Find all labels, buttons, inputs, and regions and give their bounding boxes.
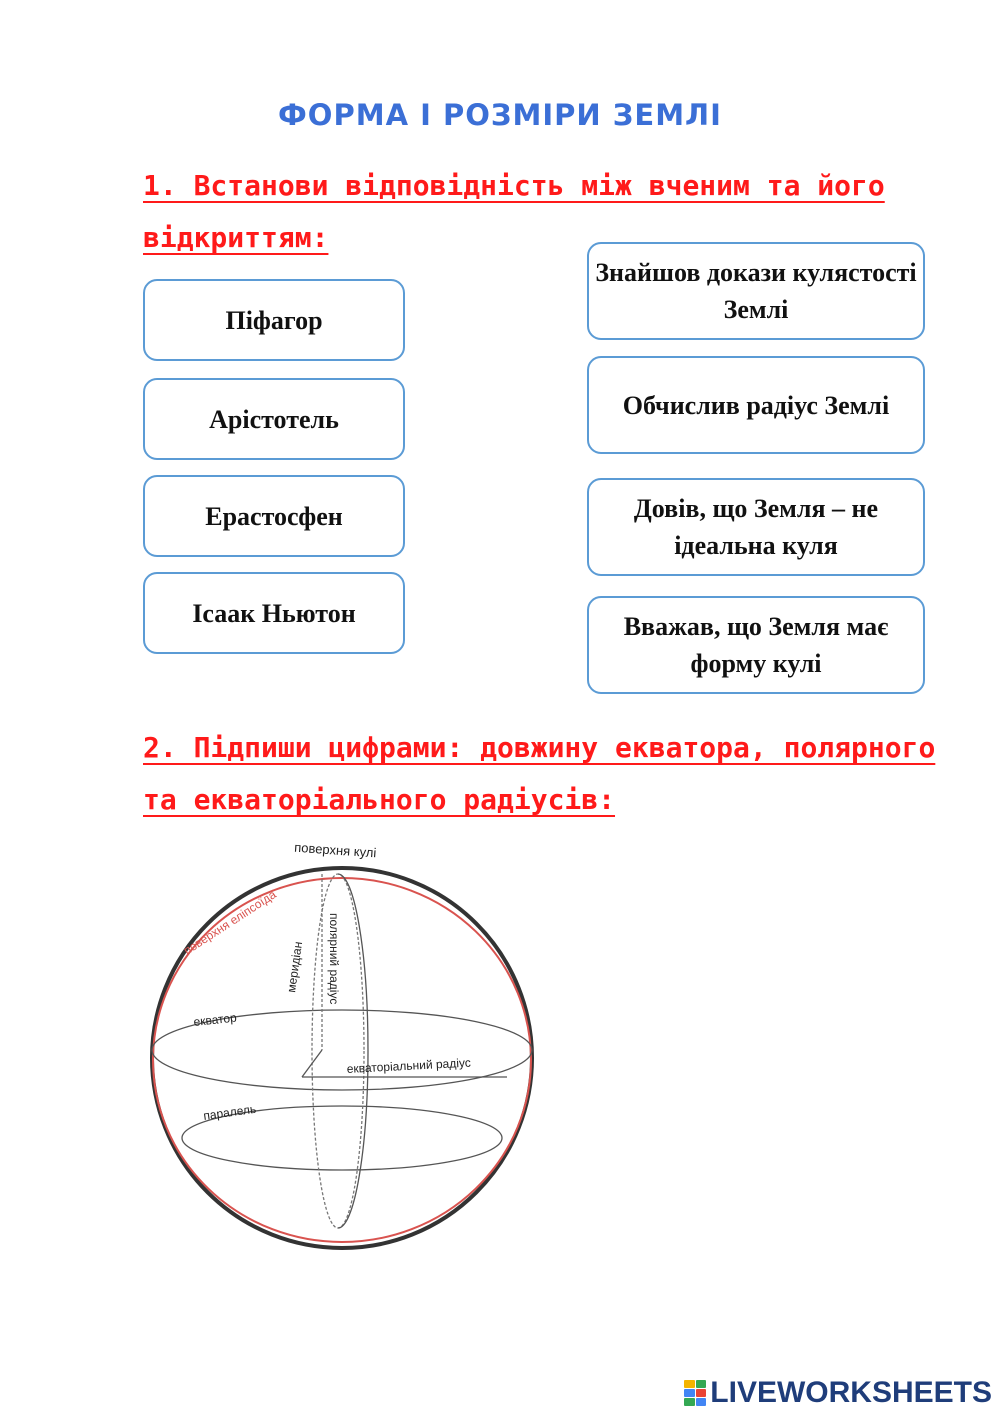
label-meridian: меридіан bbox=[284, 940, 306, 994]
liveworksheets-logo[interactable] bbox=[684, 1376, 992, 1410]
discovery-label: Довів, що Земля – не ідеальна куля bbox=[633, 494, 879, 560]
task-1-heading: 1. Встанови відповідність між вченим та його відкриттям: bbox=[143, 169, 885, 254]
sphere-outline bbox=[152, 868, 532, 1248]
discovery-label: Вважав, що Земля має форму кулі bbox=[623, 612, 889, 678]
scientist-box-3[interactable] bbox=[143, 475, 405, 557]
earth-shape-diagram bbox=[142, 833, 542, 1253]
scientist-label: Ерастосфен bbox=[205, 501, 343, 531]
scientist-box-4[interactable] bbox=[143, 572, 405, 654]
scientist-box-1[interactable] bbox=[143, 279, 405, 361]
label-equatorial-radius: екваторіальний радіус bbox=[346, 1055, 472, 1076]
page-title: ФОРМА І РОЗМІРИ ЗЕМЛІ bbox=[278, 98, 722, 132]
label-polar-radius: полярний радіус bbox=[327, 913, 341, 1005]
scientist-label: Піфагор bbox=[225, 305, 323, 335]
liveworksheets-logo-text: LIVEWORKSHEETS bbox=[710, 1376, 992, 1409]
scientist-box-2[interactable] bbox=[143, 378, 405, 460]
label-parallel: паралель bbox=[202, 1101, 257, 1123]
discovery-box-3[interactable] bbox=[587, 478, 925, 576]
liveworksheets-logo-icon bbox=[684, 1380, 706, 1406]
task-2-heading: 2. Підпиши цифрами: довжину екватора, полярного та екваторіального радіусів: bbox=[143, 731, 936, 816]
label-sphere-surface: поверхня кулі bbox=[293, 839, 377, 861]
discovery-label: Обчислив радіус Землі bbox=[622, 390, 890, 420]
scientist-label: Ісаак Ньютон bbox=[192, 598, 356, 628]
label-equator: екватор bbox=[192, 1010, 238, 1029]
discovery-box-1[interactable] bbox=[587, 242, 925, 340]
discovery-box-4[interactable] bbox=[587, 596, 925, 694]
discovery-label: Знайшов докази кулястості Землі bbox=[595, 258, 917, 324]
scientist-label: Арістотель bbox=[209, 404, 339, 434]
label-ellipsoid-surface: поверхня еліпсоїда bbox=[181, 887, 279, 958]
discovery-box-2[interactable] bbox=[587, 356, 925, 454]
